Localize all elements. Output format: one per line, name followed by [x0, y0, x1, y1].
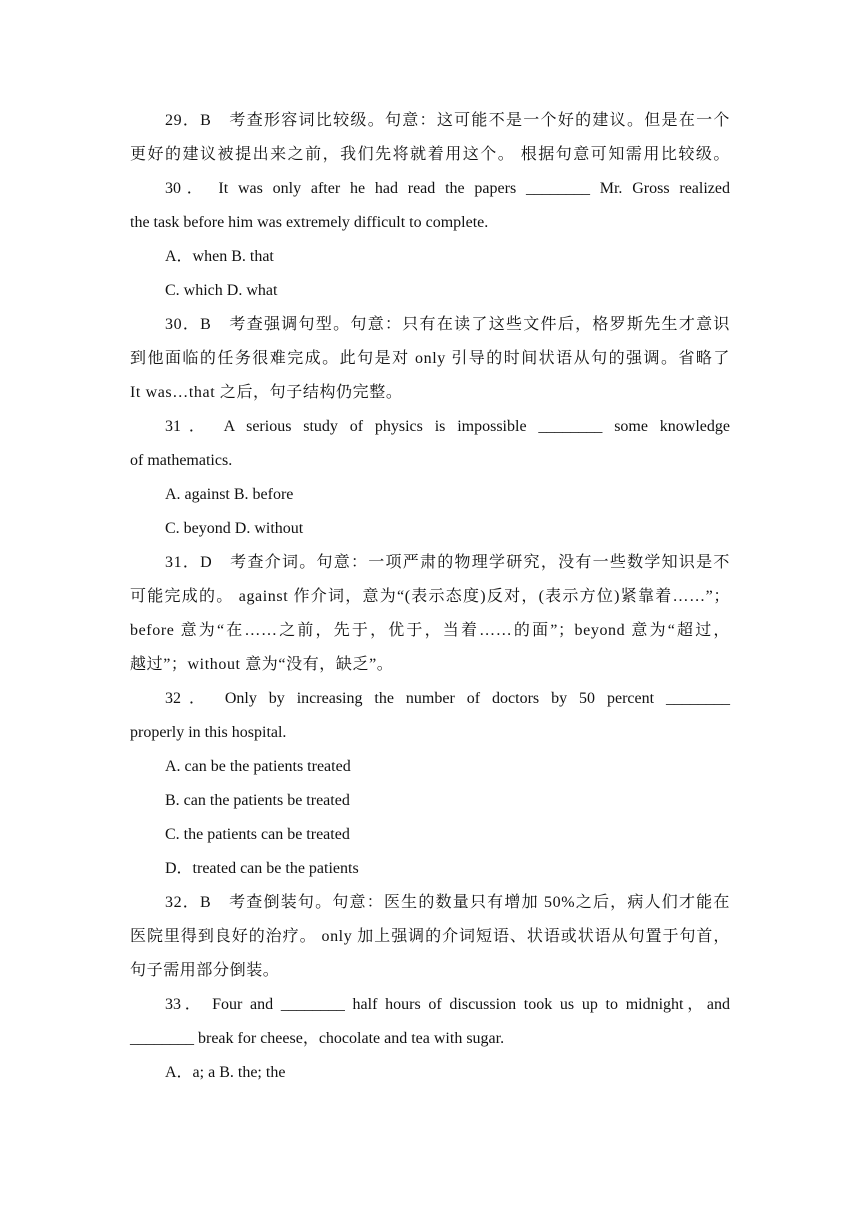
text-line: D．treated can be the patients: [165, 860, 359, 877]
text-line: C. beyond D. without: [165, 520, 304, 537]
text-line: A．when B. that: [165, 248, 274, 265]
text-line: 30． It was only after he had read the papers ________ Mr. Gross realized: [165, 180, 730, 197]
text-line: A. against B. before: [165, 486, 294, 503]
text-line: C. which D. what: [165, 282, 278, 299]
document-page: [130, 104, 730, 1090]
text-line: 32．B 考查倒装句。句意：医生的数量只有增加 50%之后，病人们才能在: [165, 894, 730, 911]
text-line: A. can be the patients treated: [165, 758, 351, 775]
text-line: properly in this hospital.: [130, 724, 287, 741]
text-line: the task before him was extremely difficult to complete.: [130, 214, 489, 231]
text-line: 30．B 考查强调句型。句意：只有在读了这些文件后，格罗斯先生才意识: [165, 316, 730, 333]
text-line: 31．D 考查介词。句意：一项严肃的物理学研究，没有一些数学知识是不: [165, 554, 730, 571]
text-line: 31． A serious study of physics is impossible ________ some knowledge: [165, 418, 730, 435]
text-line: 可能完成的。 against 作介词，意为“(表示态度)反对，(表示方位)紧靠着……”；: [130, 588, 730, 605]
text-line: A．a; a B. the; the: [165, 1064, 286, 1081]
text-line: ________ break for cheese，chocolate and tea with sugar.: [130, 1030, 505, 1047]
text-line: 医院里得到良好的治疗。 only 加上强调的介词短语、状语或状语从句置于句首，: [130, 928, 730, 945]
text-line: of mathematics.: [130, 452, 233, 469]
text-line: 越过”；without 意为“没有，缺乏”。: [130, 656, 394, 673]
text-line: before 意为“在……之前，先于，优于，当着……的面”；beyond 意为“超过，: [130, 622, 730, 639]
text-line: 句子需用部分倒装。: [130, 962, 280, 979]
text-line: 32． Only by increasing the number of doctors by 50 percent ________: [165, 690, 730, 707]
text-line: 33． Four and ________ half hours of discussion took us up to midnight，and: [165, 996, 730, 1013]
text-line: C. the patients can be treated: [165, 826, 350, 843]
text-line: 29．B 考查形容词比较级。句意：这可能不是一个好的建议。但是在一个: [165, 112, 730, 129]
text-line: 更好的建议被提出来之前，我们先将就着用这个。 根据句意可知需用比较级。: [130, 146, 730, 163]
text-line: It was…that 之后，句子结构仍完整。: [130, 384, 403, 401]
text-line: B. can the patients be treated: [165, 792, 350, 809]
text-line: 到他面临的任务很难完成。此句是对 only 引导的时间状语从句的强调。省略了: [130, 350, 730, 367]
